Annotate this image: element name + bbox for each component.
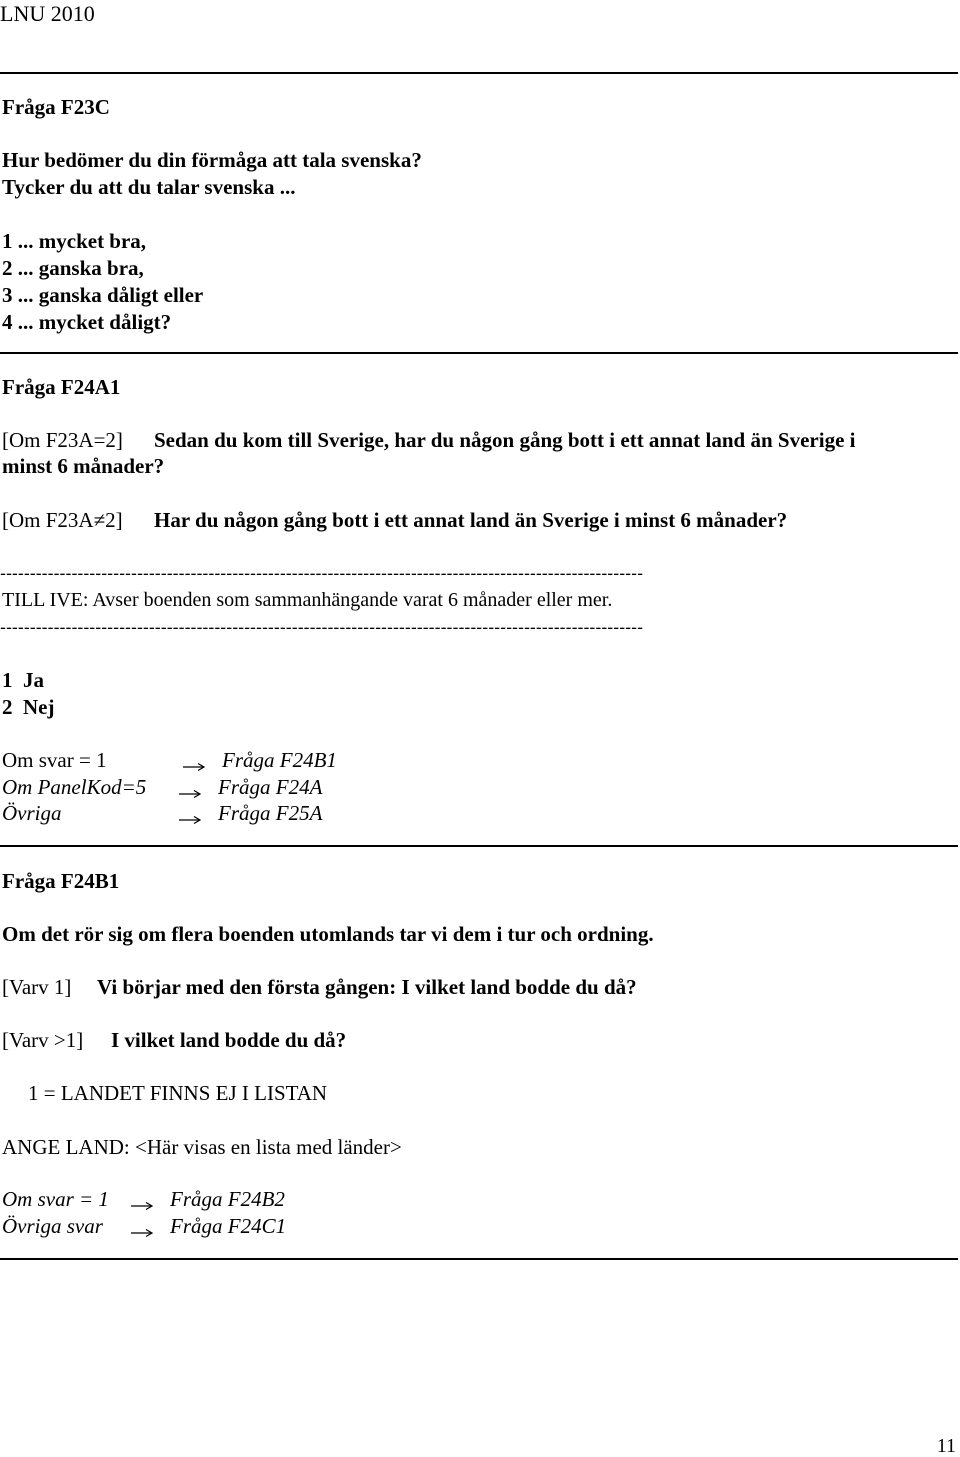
divider xyxy=(0,1258,958,1260)
arrow-right-icon xyxy=(179,789,203,799)
divider xyxy=(0,845,958,847)
question-text: Har du någon gång bott i ett annat land än Sverige i minst 6 månader? xyxy=(154,508,788,532)
separator-dashes: ------------------------------------------------------------------------------------------------------------ xyxy=(0,618,644,637)
arrow-right-icon xyxy=(131,1201,155,1211)
arrow-right-icon xyxy=(131,1228,155,1238)
arrow-right-icon xyxy=(183,762,207,772)
question-heading: Fråga F24B1 xyxy=(2,869,120,893)
answer-option: 2 Nej xyxy=(2,695,55,719)
page-number: 11 xyxy=(936,1435,956,1457)
route-target: Fråga F24A xyxy=(218,775,323,799)
answer-option: 1 ... mycket bra, xyxy=(2,229,147,253)
instruction-text: ANGE LAND: <Här visas en lista med länder> xyxy=(2,1135,402,1159)
question-text: Sedan du kom till Sverige, har du någon gång bott i ett annat land än Sverige i xyxy=(154,428,856,452)
question-heading: Fråga F23C xyxy=(2,95,110,119)
route-target: Fråga F24B2 xyxy=(170,1187,285,1211)
condition-label: [Varv >1] xyxy=(2,1028,84,1052)
question-text: Vi börjar med den första gången: I vilket land bodde du då? xyxy=(97,975,637,999)
question-text: minst 6 månader? xyxy=(2,454,165,478)
condition-label: [Varv 1] xyxy=(2,975,72,999)
route-target: Fråga F24C1 xyxy=(170,1214,287,1238)
separator-dashes: ------------------------------------------------------------------------------------------------------------ xyxy=(0,564,644,583)
route-condition: Om svar = 1 xyxy=(2,1187,109,1211)
answer-option: 1 = LANDET FINNS EJ I LISTAN xyxy=(28,1081,328,1105)
route-condition: Om svar = 1 xyxy=(2,748,107,772)
route-condition: Övriga svar xyxy=(2,1214,103,1238)
question-text: Om det rör sig om flera boenden utomlands tar vi dem i tur och ordning. xyxy=(2,922,654,946)
divider xyxy=(0,352,958,354)
answer-option: 2 ... ganska bra, xyxy=(2,256,144,280)
divider xyxy=(0,72,958,74)
question-text: Tycker du att du talar svenska ... xyxy=(2,175,296,199)
answer-option: 3 ... ganska dåligt eller xyxy=(2,283,204,307)
arrow-right-icon xyxy=(179,815,203,825)
interviewer-note: TILL IVE: Avser boenden som sammanhängande varat 6 månader eller mer. xyxy=(2,589,613,611)
question-heading: Fråga F24A1 xyxy=(2,375,121,399)
question-text: I vilket land bodde du då? xyxy=(111,1028,347,1052)
header-title: LNU 2010 xyxy=(0,1,95,26)
route-target: Fråga F25A xyxy=(218,801,323,825)
condition-label: [Om F23A≠2] xyxy=(2,508,123,532)
condition-label: [Om F23A=2] xyxy=(2,428,123,452)
route-condition: Övriga xyxy=(2,801,62,825)
answer-option: 4 ... mycket dåligt? xyxy=(2,310,172,334)
route-condition: Om PanelKod=5 xyxy=(2,775,147,799)
answer-option: 1 Ja xyxy=(2,668,44,692)
route-target: Fråga F24B1 xyxy=(222,748,337,772)
question-text: Hur bedömer du din förmåga att tala svenska? xyxy=(2,148,422,172)
